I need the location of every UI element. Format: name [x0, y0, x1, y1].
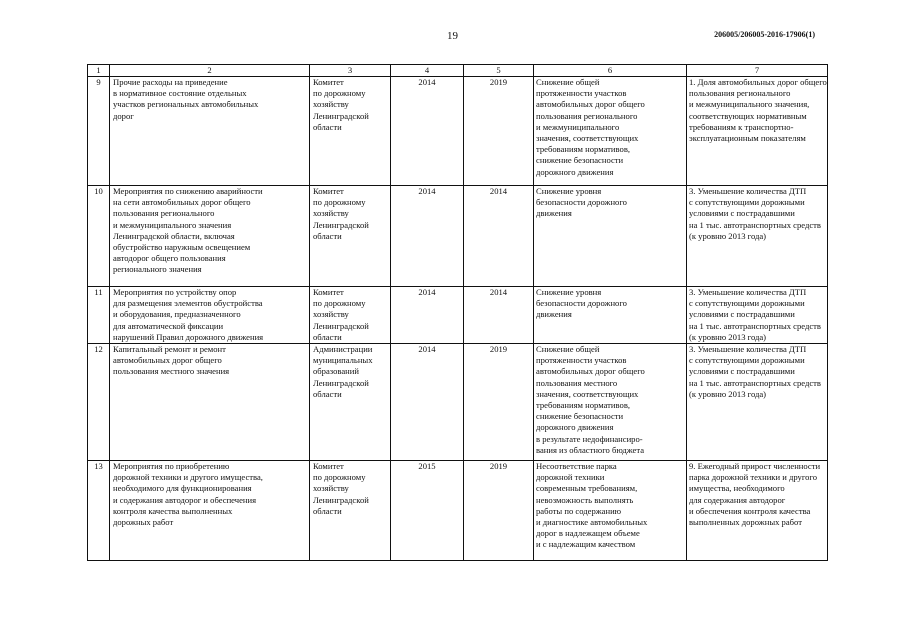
start-year-line: 2014: [418, 77, 436, 87]
executor-line: области: [313, 331, 342, 342]
row-number-cell: [88, 287, 110, 344]
consequence-cell: [534, 287, 687, 344]
activity-name-line: пользования местного значения: [113, 366, 230, 377]
start-year-cell: [391, 461, 464, 561]
start-year-line: 2014: [418, 186, 436, 196]
indicator-line: пользования регионального: [689, 88, 791, 99]
consequence-line: значения, соответствующих: [536, 133, 639, 144]
activity-name-line: необходимого для функционирования: [113, 483, 252, 494]
column-number: 5: [464, 65, 534, 77]
executor-line: Комитет: [313, 287, 344, 297]
column-number: 3: [310, 65, 391, 77]
indicator-line: для содержания автодорог: [689, 494, 786, 505]
consequence-line: Несоответствие парка: [536, 461, 617, 472]
consequence-line: снижение безопасности: [536, 155, 624, 166]
end-year-cell: [464, 77, 534, 186]
consequence-line: автомобильных дорог общего: [536, 99, 645, 110]
activity-name-line: регионального значения: [113, 264, 202, 275]
consequence-cell: [534, 461, 687, 561]
consequence-line: автомобильных дорог общего: [536, 366, 645, 377]
column-number-row: [88, 65, 828, 77]
activity-name-line: в нормативное состояние отдельных: [113, 88, 247, 99]
executor-cell: [310, 77, 391, 186]
executor-line: хозяйству: [313, 208, 349, 219]
executor-line: Ленинградской: [313, 494, 369, 505]
activity-name-line: Мероприятия по снижению аварийности: [113, 186, 263, 196]
indicator-line: и межмуниципального значения,: [689, 99, 810, 110]
row-number-cell: [88, 461, 110, 561]
consequence-line: движения: [536, 309, 572, 320]
activity-name-line: и оборудования, предназначенного: [113, 309, 241, 320]
activity-name-cell: [110, 287, 310, 344]
row-number-cell: [88, 186, 110, 287]
consequence-line: современным требованиям,: [536, 483, 638, 494]
consequence-line: дорожной техники: [536, 472, 605, 483]
executor-line: Комитет: [313, 186, 344, 196]
activity-name-cell: [110, 186, 310, 287]
consequence-line: движения: [536, 208, 572, 219]
table-row: [88, 287, 828, 344]
document-id: 206005/206005-2016-17906(1): [714, 30, 815, 39]
table-row: [88, 77, 828, 186]
activity-name-line: Мероприятия по приобретению: [113, 461, 230, 472]
indicator-line: на 1 тыс. автотранспортных средств: [689, 219, 821, 230]
consequence-line: снижение безопасности: [536, 411, 624, 422]
executor-line: по дорожному: [313, 472, 366, 483]
indicator-line: (к уровню 2013 года): [689, 388, 767, 399]
indicator-line: с сопутствующими дорожными: [689, 197, 805, 208]
activity-name-line: нарушений Правил дорожного движения: [113, 331, 264, 342]
consequence-line: дорожного движения: [536, 166, 614, 177]
consequence-line: протяженности участков: [536, 88, 627, 99]
row-number-line: 13: [94, 461, 103, 472]
start-year-line: 2014: [418, 287, 436, 297]
executor-line: хозяйству: [313, 483, 349, 494]
end-year-cell: [464, 344, 534, 461]
indicator-line: соответствующих нормативным: [689, 110, 807, 121]
indicator-cell: [687, 77, 828, 186]
activity-name-line: на сети автомобильных дорог общего: [113, 197, 251, 208]
executor-line: образований: [313, 366, 359, 377]
indicator-line: (к уровню 2013 года): [689, 331, 767, 342]
activity-name-line: участков региональных автомобильных: [113, 99, 259, 110]
consequence-line: вания из областного бюджета: [536, 444, 645, 455]
end-year-line: 2014: [489, 287, 508, 297]
executor-line: области: [313, 121, 342, 132]
indicator-cell: [687, 186, 828, 287]
row-number-line: 10: [94, 186, 103, 196]
executor-line: Комитет: [313, 77, 344, 87]
consequence-line: требованиям нормативов,: [536, 144, 631, 155]
indicator-line: условиями с пострадавшими: [689, 208, 795, 219]
column-number: 6: [534, 65, 687, 77]
indicator-line: на 1 тыс. автотранспортных средств: [689, 377, 821, 388]
indicator-line: 1. Доля автомобильных дорог общего: [689, 77, 827, 87]
end-year-line: 2019: [489, 77, 508, 87]
consequence-line: протяженности участков: [536, 355, 627, 366]
activity-name-line: и содержания автодорог и обеспечения: [113, 494, 257, 505]
activity-name-line: Прочие расходы на приведение: [113, 77, 228, 87]
activity-name-cell: [110, 77, 310, 186]
activity-name-line: и межмуниципального значения: [113, 219, 232, 230]
start-year-cell: [391, 344, 464, 461]
consequence-cell: [534, 77, 687, 186]
activity-name-line: дорожных работ: [113, 517, 174, 528]
table-row: [88, 186, 828, 287]
executor-cell: [310, 461, 391, 561]
consequence-line: безопасности дорожного: [536, 197, 627, 208]
consequence-line: значения, соответствующих: [536, 388, 639, 399]
activity-name-line: пользования регионального: [113, 208, 215, 219]
executor-line: области: [313, 505, 342, 516]
indicator-line: имущества, необходимого: [689, 483, 785, 494]
indicator-line: эксплуатационным показателям: [689, 133, 806, 144]
executor-line: области: [313, 230, 342, 241]
start-year-cell: [391, 77, 464, 186]
indicator-line: парка дорожной техники и другого: [689, 472, 818, 483]
end-year-line: 2014: [489, 186, 508, 196]
executor-line: по дорожному: [313, 298, 366, 309]
indicator-line: с сопутствующими дорожными: [689, 355, 805, 366]
activity-name-line: Капитальный ремонт и ремонт: [113, 344, 226, 355]
indicator-cell: [687, 344, 828, 461]
consequence-line: требованиям нормативов,: [536, 400, 631, 411]
consequence-cell: [534, 344, 687, 461]
consequence-line: Снижение общей: [536, 344, 600, 355]
executor-line: по дорожному: [313, 88, 366, 99]
consequence-line: и межмуниципального: [536, 121, 620, 132]
start-year-cell: [391, 186, 464, 287]
indicator-line: (к уровню 2013 года): [689, 230, 767, 241]
executor-cell: [310, 287, 391, 344]
page-number: 19: [447, 30, 458, 42]
activity-name-line: контроля качества выполненных: [113, 505, 233, 516]
consequence-line: пользования местного: [536, 377, 618, 388]
end-year-line: 2019: [489, 461, 508, 472]
activities-table: [87, 64, 828, 561]
indicator-line: 3. Уменьшение количества ДТП: [689, 344, 807, 355]
table-row: [88, 344, 828, 461]
end-year-line: 2019: [489, 344, 508, 355]
column-number: 4: [391, 65, 464, 77]
table-row: [88, 461, 828, 561]
activity-name-line: дорожной техники и другого имущества,: [113, 472, 263, 483]
indicator-line: условиями с пострадавшими: [689, 366, 795, 377]
column-number: 2: [110, 65, 310, 77]
consequence-line: дорог в надлежащем объеме: [536, 528, 640, 539]
executor-line: Комитет: [313, 461, 344, 472]
table-body: [88, 65, 828, 561]
executor-line: области: [313, 388, 342, 399]
indicator-line: 3. Уменьшение количества ДТП: [689, 287, 807, 297]
end-year-cell: [464, 186, 534, 287]
consequence-line: в результате недофинансиро-: [536, 433, 643, 444]
consequence-line: дорожного движения: [536, 422, 614, 433]
consequence-line: Снижение общей: [536, 77, 600, 87]
activity-name-line: Ленинградской области, включая: [113, 230, 235, 241]
consequence-line: Снижение уровня: [536, 287, 602, 297]
row-number-cell: [88, 344, 110, 461]
row-number-line: 12: [94, 344, 103, 355]
executor-line: по дорожному: [313, 197, 366, 208]
end-year-cell: [464, 287, 534, 344]
consequence-line: и с надлежащим качеством: [536, 539, 636, 550]
activity-name-line: для автоматической фиксации: [113, 320, 224, 331]
executor-line: Ленинградской: [313, 219, 369, 230]
indicator-line: на 1 тыс. автотранспортных средств: [689, 320, 821, 331]
executor-line: хозяйству: [313, 99, 349, 110]
consequence-line: Снижение уровня: [536, 186, 602, 196]
column-number: 7: [687, 65, 828, 77]
consequence-line: и диагностике автомобильных: [536, 517, 648, 528]
activity-name-cell: [110, 461, 310, 561]
executor-cell: [310, 344, 391, 461]
executor-line: Администрации: [313, 344, 373, 355]
indicator-line: 9. Ежегодный прирост численности: [689, 461, 821, 472]
activity-name-line: дорог: [113, 110, 134, 121]
indicator-line: требованиям к транспортно-: [689, 121, 794, 132]
indicator-line: 3. Уменьшение количества ДТП: [689, 186, 807, 196]
indicator-cell: [687, 461, 828, 561]
executor-cell: [310, 186, 391, 287]
consequence-line: работы по содержанию: [536, 505, 622, 516]
start-year-line: 2014: [418, 344, 436, 355]
executor-line: Ленинградской: [313, 377, 369, 388]
executor-line: Ленинградской: [313, 320, 369, 331]
activity-name-line: Мероприятия по устройству опор: [113, 287, 237, 297]
activity-name-cell: [110, 344, 310, 461]
executor-line: Ленинградской: [313, 110, 369, 121]
indicator-line: условиями с пострадавшими: [689, 309, 795, 320]
activity-name-line: автодорог общего пользования: [113, 253, 226, 264]
consequence-line: безопасности дорожного: [536, 298, 627, 309]
row-number-cell: [88, 77, 110, 186]
row-number-line: 11: [94, 287, 103, 297]
row-number-line: 9: [96, 77, 101, 87]
indicator-line: с сопутствующими дорожными: [689, 298, 805, 309]
indicator-cell: [687, 287, 828, 344]
indicator-line: и обеспечения контроля качества: [689, 505, 811, 516]
executor-line: хозяйству: [313, 309, 349, 320]
column-number: 1: [88, 65, 110, 77]
activity-name-line: обустройство наружным освещением: [113, 242, 251, 253]
consequence-line: пользования регионального: [536, 110, 638, 121]
consequence-cell: [534, 186, 687, 287]
activity-name-line: автомобильных дорог общего: [113, 355, 222, 366]
executor-line: муниципальных: [313, 355, 373, 366]
end-year-cell: [464, 461, 534, 561]
consequence-line: невозможность выполнять: [536, 494, 634, 505]
activity-name-line: для размещения элементов обустройства: [113, 298, 263, 309]
indicator-line: выполненных дорожных работ: [689, 517, 802, 528]
start-year-cell: [391, 287, 464, 344]
start-year-line: 2015: [418, 461, 436, 472]
